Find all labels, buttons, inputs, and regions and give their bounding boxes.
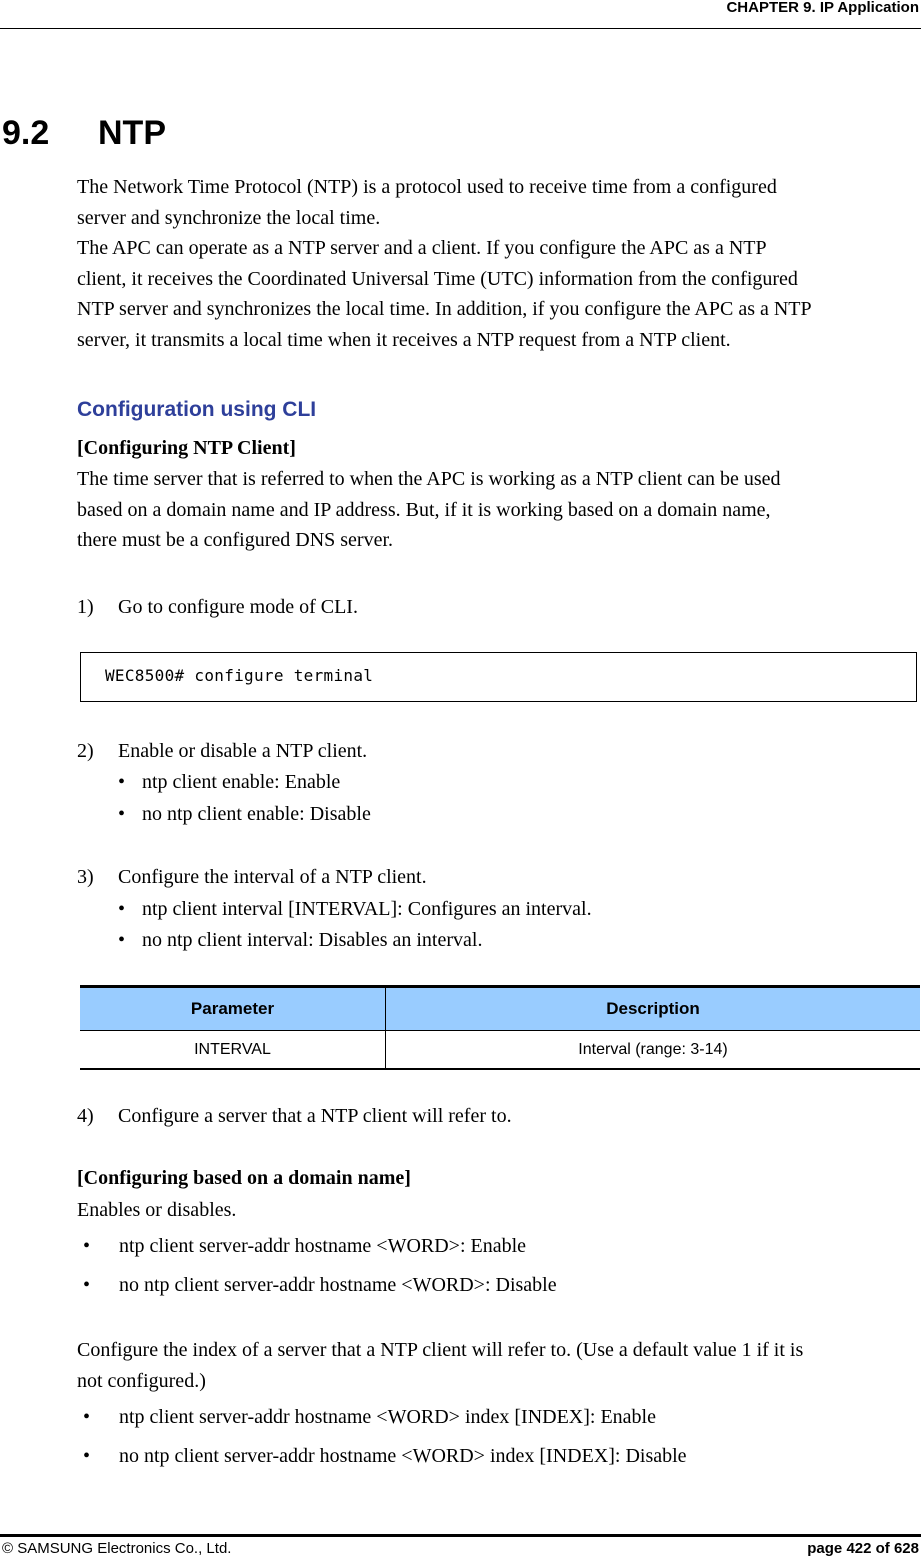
bullet-text: no ntp client enable: Disable	[142, 803, 371, 825]
bullet-mark: •	[83, 1406, 91, 1428]
client-desc-line: there must be a configured DNS server.	[77, 529, 394, 551]
table-cell-parameter: INTERVAL	[80, 1031, 386, 1070]
bullet-text: no ntp client server-addr hostname <WORD> index [INDEX]: Disable	[119, 1445, 687, 1467]
intro-paragraph	[77, 172, 812, 355]
section-title: NTP	[98, 114, 166, 152]
code-command: WEC8500# configure terminal	[105, 666, 374, 685]
intro-line: server and synchronize the local time.	[77, 206, 381, 229]
chapter-header: CHAPTER 9. IP Application	[726, 0, 919, 16]
index-description	[77, 1335, 803, 1396]
index-desc-line: not configured.)	[77, 1369, 206, 1392]
bullet-text: ntp client server-addr hostname <WORD>: Enable	[119, 1235, 527, 1257]
step-number: 4)	[77, 1105, 94, 1127]
table-row	[80, 1031, 920, 1070]
footer-page-number: page 422 of 628	[807, 1540, 919, 1557]
client-description	[77, 464, 781, 556]
bullet-text: no ntp client interval: Disables an interval.	[142, 929, 483, 951]
domain-description: Enables or disables.	[77, 1199, 237, 1221]
table-cell-description: Interval (range: 3-14)	[386, 1031, 921, 1070]
bullet-text: ntp client server-addr hostname <WORD> index [INDEX]: Enable	[119, 1406, 656, 1428]
bullet-mark: •	[118, 898, 126, 920]
parameter-table	[80, 985, 920, 1070]
bullet-mark: •	[83, 1235, 91, 1257]
header-divider	[0, 28, 921, 29]
step-number: 2)	[77, 740, 94, 762]
client-desc-line: based on a domain name and IP address. But, if it is working based on a domain name,	[77, 498, 771, 521]
step-text: Configure a server that a NTP client will refer to.	[118, 1105, 512, 1127]
bullet-text: no ntp client server-addr hostname <WORD>: Disable	[119, 1274, 557, 1296]
step-number: 1)	[77, 596, 94, 618]
intro-line: client, it receives the Coordinated Universal Time (UTC) information from the configured	[77, 267, 798, 290]
step-text: Go to configure mode of CLI.	[118, 596, 358, 618]
intro-line: NTP server and synchronizes the local time. In addition, if you configure the APC as a NTP	[77, 298, 812, 320]
table-header-description: Description	[386, 987, 921, 1031]
intro-line: The APC can operate as a NTP server and a client. If you configure the APC as a NTP	[77, 237, 767, 259]
bullet-mark: •	[118, 929, 126, 951]
config-heading: Configuration using CLI	[77, 398, 317, 421]
bullet-mark: •	[83, 1445, 91, 1467]
index-desc-line: Configure the index of a server that a NTP client will refer to. (Use a default value 1 if it is	[77, 1339, 804, 1361]
section-number: 9.2	[2, 114, 50, 152]
client-desc-line: The time server that is referred to when the APC is working as a NTP client can be used	[77, 468, 781, 490]
bullet-text: ntp client enable: Enable	[142, 771, 341, 793]
bullet-mark: •	[83, 1274, 91, 1296]
bullet-mark: •	[118, 771, 126, 793]
intro-line: The Network Time Protocol (NTP) is a protocol used to receive time from a configured	[77, 176, 777, 198]
footer-divider	[0, 1534, 921, 1537]
table-header-parameter: Parameter	[80, 987, 386, 1031]
table-header-row	[80, 987, 920, 1031]
step-number: 3)	[77, 866, 94, 888]
bullet-text: ntp client interval [INTERVAL]: Configures an interval.	[142, 898, 592, 920]
intro-line: server, it transmits a local time when it receives a NTP request from a NTP client.	[77, 328, 731, 351]
client-heading: [Configuring NTP Client]	[77, 437, 296, 459]
domain-heading: [Configuring based on a domain name]	[77, 1167, 411, 1189]
bullet-mark: •	[118, 803, 126, 825]
footer-copyright: © SAMSUNG Electronics Co., Ltd.	[2, 1540, 232, 1557]
step-text: Configure the interval of a NTP client.	[118, 866, 427, 888]
step-text: Enable or disable a NTP client.	[118, 740, 368, 762]
